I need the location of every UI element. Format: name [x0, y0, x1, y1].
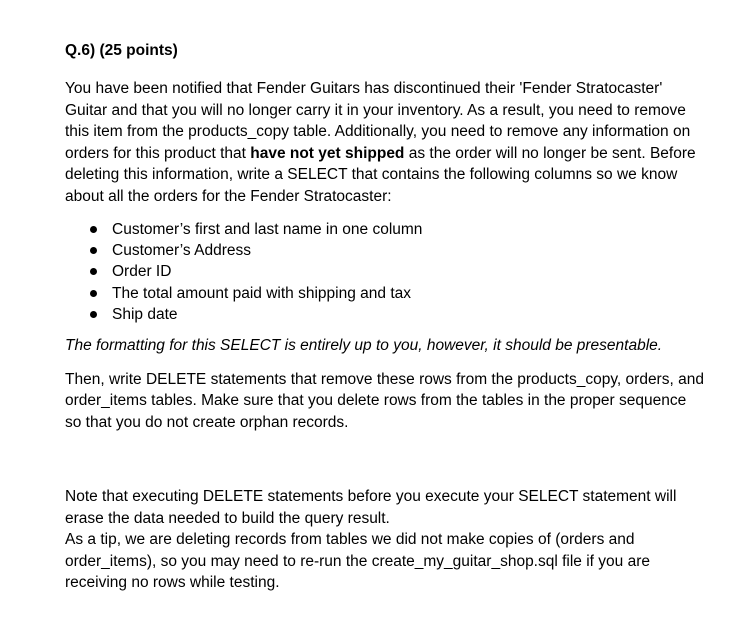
required-columns-list	[65, 219, 705, 325]
intro-text-part1: You have been notified that Fender Guitars has discontinued their 'Fender Stratocaster' Guitar and that you will no longer carry it in your inventory. As a result, you need to remove this item from the products_copy table. Additionally, you need to remove any information on orders for this product that	[65, 80, 691, 162]
bullet-icon	[90, 247, 97, 254]
list-item: Order ID	[90, 261, 705, 282]
intro-bold-text: have not yet shipped	[250, 144, 405, 162]
intro-paragraph	[65, 78, 705, 207]
question-document	[65, 40, 705, 594]
list-item: Customer’s first and last name in one column	[90, 219, 705, 240]
delete-instructions: Then, write DELETE statements that remove these rows from the products_copy, orders, and order_items tables. Make sure that you delete rows from the tables in the proper sequence so that you do not create orphan records.	[65, 370, 704, 431]
formatting-note: The formatting for this SELECT is entirely up to you, however, it should be presentable.	[65, 337, 663, 355]
bullet-icon	[90, 311, 97, 318]
bullet-icon	[90, 268, 97, 275]
list-item: Ship date	[90, 304, 705, 325]
intro-text-part2: as the order will no longer be sent. Before deleting this information, write a SELECT that contains the following columns so we know about all the orders for the Fender Stratocaster:	[65, 144, 696, 205]
list-item: Customer’s Address	[90, 240, 705, 261]
bullet-icon	[90, 226, 97, 233]
note-line-2: As a tip, we are deleting records from tables we did not make copies of (orders and order_items), so you may need to re-run the create_my_guitar_shop.sql file if you are receiving no rows while testing.	[65, 531, 650, 592]
list-item: The total amount paid with shipping and tax	[90, 283, 705, 304]
question-title: Q.6) (25 points)	[65, 42, 178, 59]
bullet-icon	[90, 290, 97, 297]
note-line-1: Note that executing DELETE statements before you execute your SELECT statement will erase the data needed to build the query result.	[65, 488, 677, 527]
